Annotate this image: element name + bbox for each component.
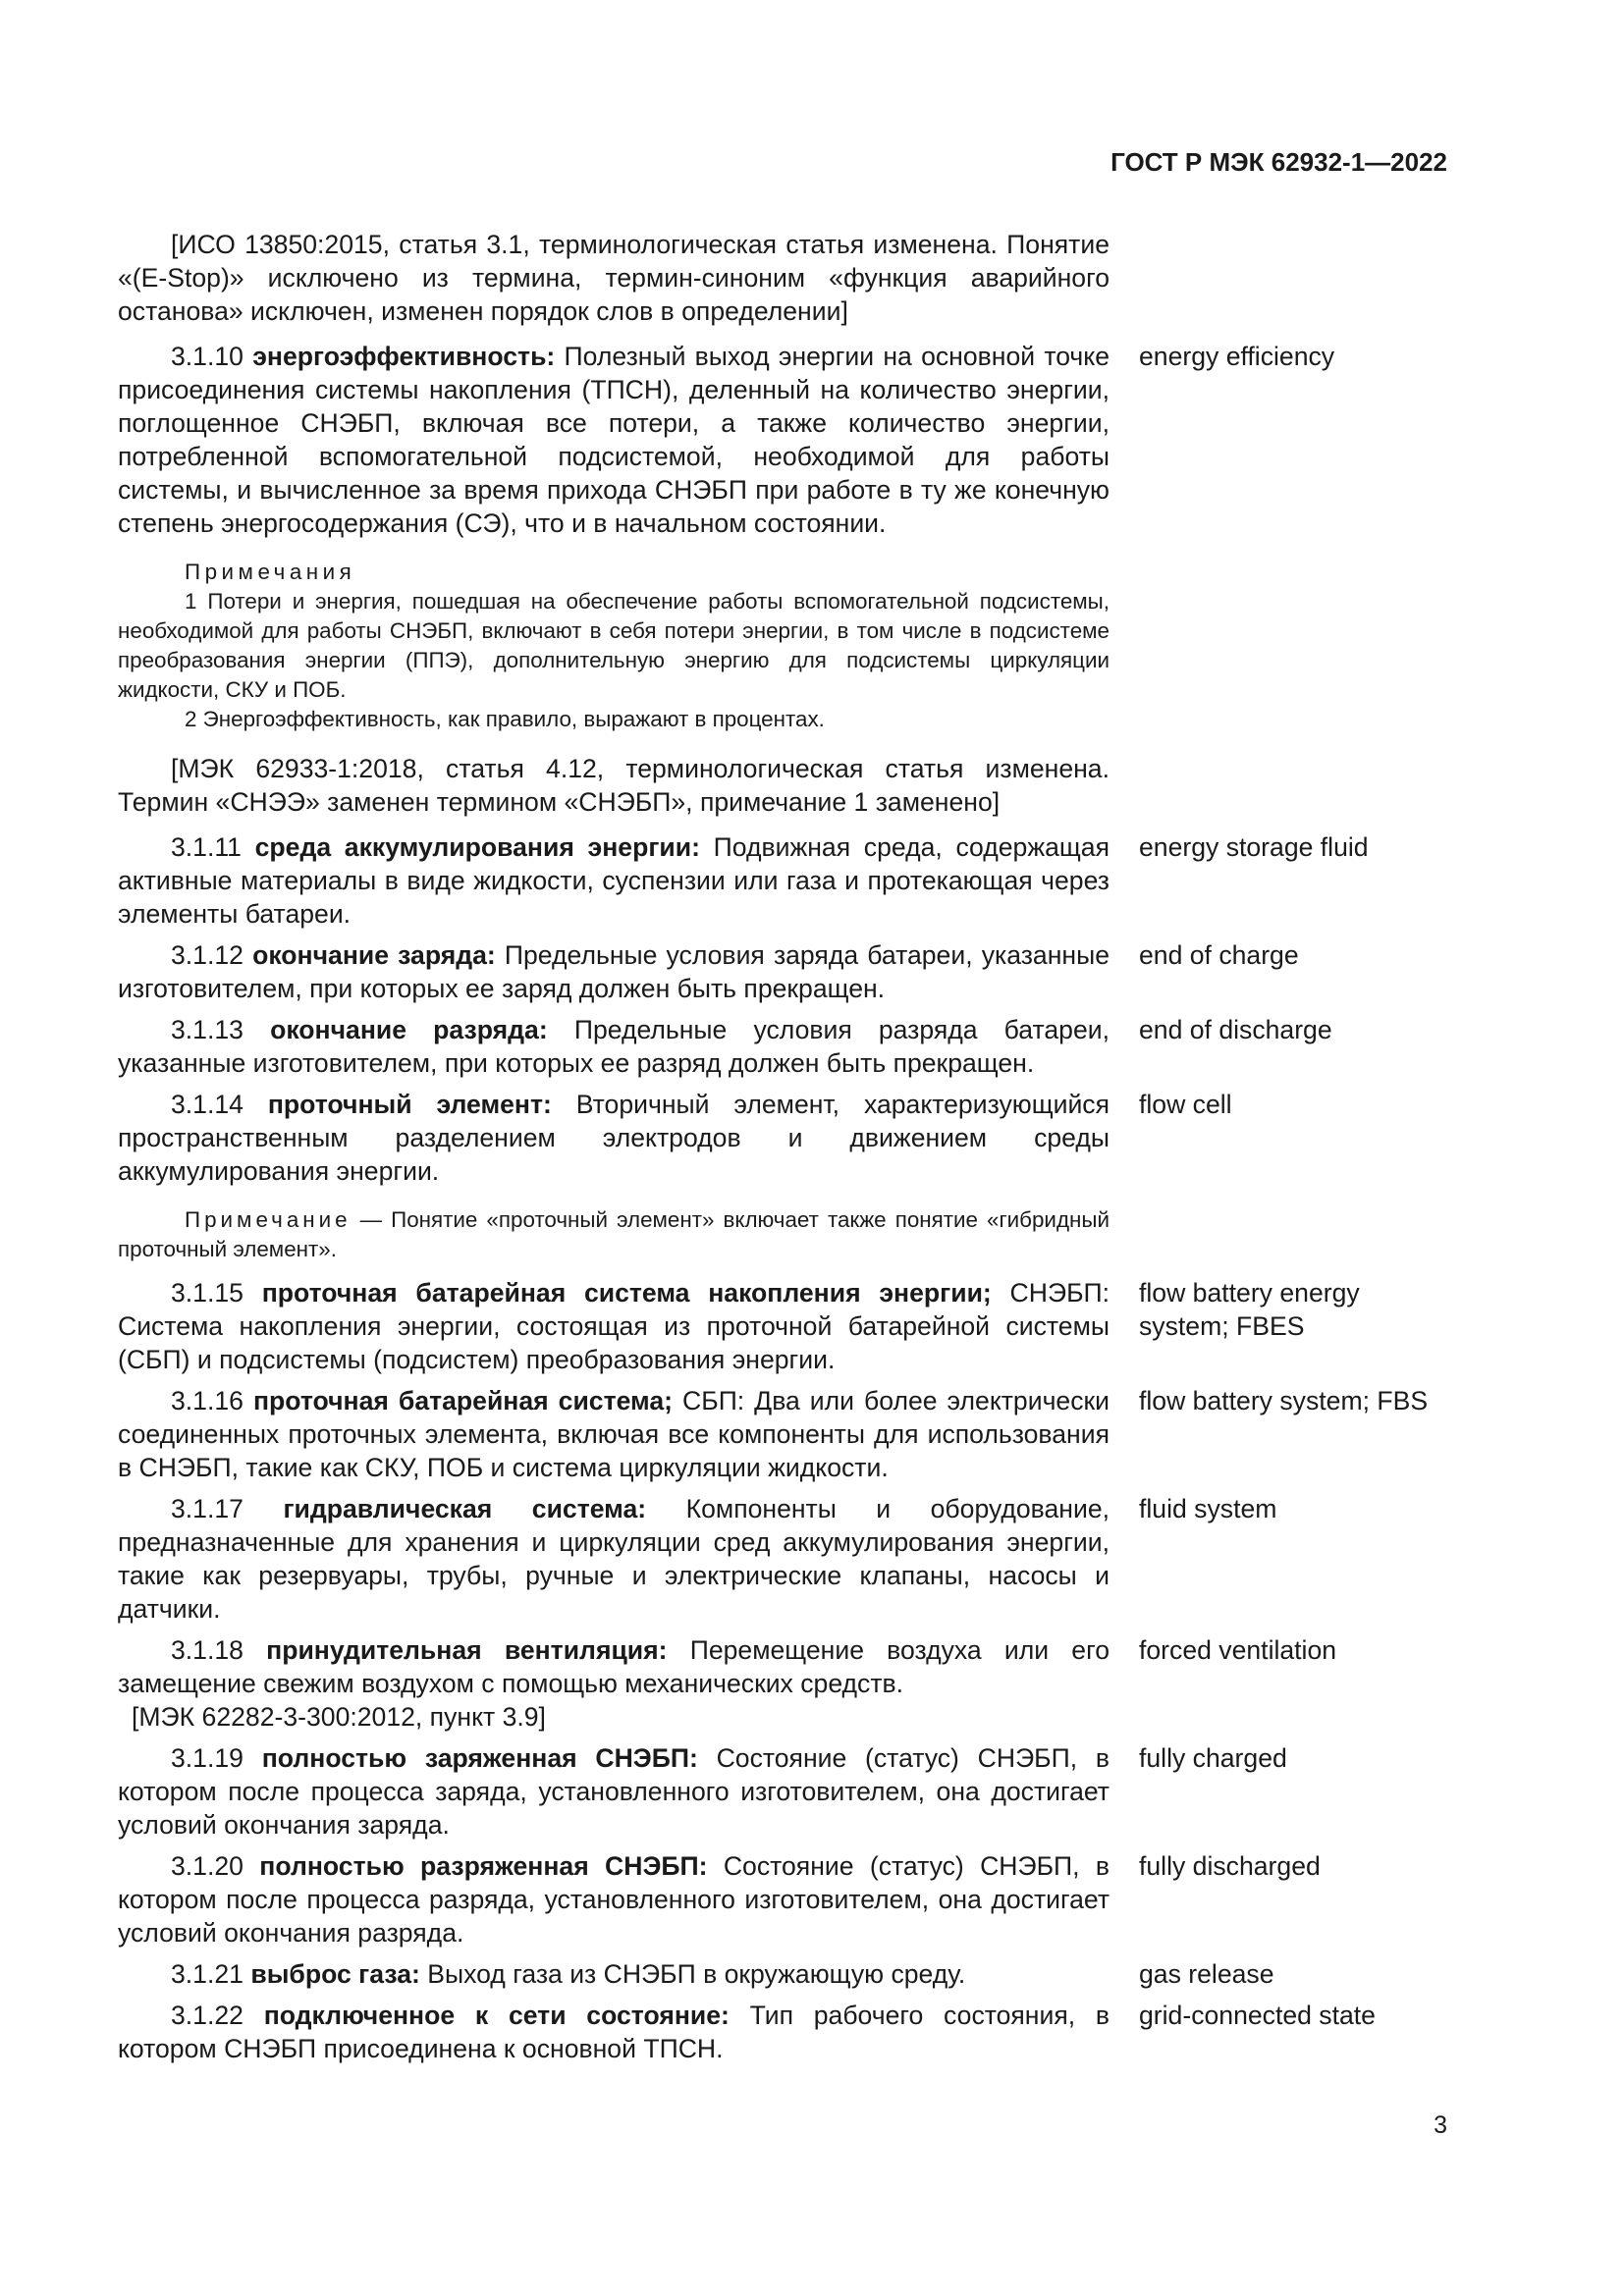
term-name: окончание разряда:	[270, 1015, 548, 1044]
term-name: принудительная вентиляция:	[266, 1635, 668, 1665]
note-label: Примечание	[185, 1207, 352, 1232]
document-header: ГОСТ Р МЭК 62932-1—2022	[1110, 147, 1447, 177]
term-name: проточная батарейная система;	[252, 1386, 674, 1415]
term-number: 3.1.15	[171, 1278, 244, 1308]
term-definition	[118, 1957, 1110, 1991]
term-number: 3.1.12	[171, 940, 244, 970]
term-english: forced ventilation	[1139, 1635, 1337, 1665]
term-definition	[118, 1088, 1110, 1188]
term-english: energy storage fluid	[1139, 832, 1369, 862]
note-2: 2 Энергоэффективность, как правило, выражают в процентах.	[185, 707, 825, 731]
term-english: end of charge	[1139, 940, 1299, 970]
term-definition	[118, 830, 1110, 931]
term-number: 3.1.13	[171, 1015, 244, 1044]
reference-text: [МЭК 62933-1:2018, статья 4.12, терминологическая статья изменена. Термин «СНЭЭ» заменен термином «СНЭБП», примечание 1 заменено]	[118, 754, 1110, 817]
term-3-1-14	[118, 1088, 1453, 1188]
term-3-1-10	[118, 340, 1453, 540]
term-english: fluid system	[1139, 1494, 1277, 1523]
term-text: Полезный выход энергии на основной точке присоединения системы накопления (ТПСН), деленный на количество энергии, поглощенное СНЭБП, включая все потери, а также количество энергии, потребленной вспомогательной подсистемой, необходимой для работы системы, и вычисленное за время прихода СНЭБП при работе в ту же конечную степень энергосодержания (СЭ), что и в начальном состоянии.	[118, 342, 1110, 538]
term-text: Предельные условия разряда батареи, указанные изготовителем, при которых ее разряд должен быть прекращен.	[118, 1015, 1110, 1078]
reference-text: [МЭК 62282-3-300:2012, пункт 3.9]	[132, 1702, 546, 1732]
term-definition	[118, 1492, 1110, 1626]
term-english: grid-connected state	[1139, 2001, 1376, 2030]
reference-3-1-10-row	[118, 752, 1453, 819]
notes-heading: Примечания	[185, 560, 356, 584]
note-3-1-14	[118, 1205, 1110, 1264]
term-3-1-11	[118, 830, 1453, 931]
term-text: Состояние (статус) СНЭБП, в котором после процесса разряда, установленного изготовителем, она достигает условий окончания разряда.	[118, 1851, 1110, 1948]
term-text: Подвижная среда, содержащая активные материалы в виде жидкости, суспензии или газа и протекающая через элементы батареи.	[118, 832, 1110, 929]
term-english: gas release	[1139, 1959, 1274, 1989]
term-3-1-20	[118, 1849, 1453, 1949]
term-number: 3.1.11	[171, 832, 242, 862]
term-english: flow battery system; FBS	[1139, 1386, 1429, 1415]
term-definition	[118, 1999, 1110, 2065]
term-text: Тип рабочего состояния, в котором СНЭБП присоединена к основной ТПСН.	[118, 2001, 1110, 2063]
term-text: Компоненты и оборудование, предназначенные для хранения и циркуляции сред аккумулирования энергии, такие как резервуары, трубы, ручные и электрические клапаны, насосы и датчики.	[118, 1494, 1110, 1624]
term-text: Выход газа из СНЭБП в окружающую среду.	[427, 1959, 966, 1989]
term-text: СНЭБП: Система накопления энергии, состоящая из проточной батарейной системы (СБП) и подсистемы (подсистем) преобразования энергии.	[118, 1278, 1110, 1374]
term-definition	[118, 1741, 1110, 1842]
term-english: flow battery energy system; FBES	[1139, 1278, 1360, 1341]
term-3-1-15	[118, 1276, 1453, 1376]
term-name: полностью заряженная СНЭБП:	[261, 1743, 698, 1773]
term-number: 3.1.14	[171, 1090, 244, 1119]
term-name: подключенное к сети состояние:	[263, 2001, 730, 2030]
term-text: Перемещение воздуха или его замещение свежим воздухом с помощью механических средств.	[118, 1635, 1110, 1698]
term-number: 3.1.10	[171, 342, 244, 371]
term-name: проточная батарейная система накопления энергии;	[261, 1278, 992, 1308]
term-text: Предельные условия заряда батареи, указанные изготовителем, при которых ее заряд должен быть прекращен.	[118, 940, 1110, 1003]
note-1: 1 Потери и энергия, пошедшая на обеспечение работы вспомогательной подсистемы, необходимой для работы СНЭБП, включают в себя потери энергии, в том числе в подсистеме преобразования энергии (ППЭ), дополнительную энергию для подсистемы циркуляции жидкости, СКУ и ПОБ.	[118, 589, 1110, 702]
term-number: 3.1.16	[171, 1386, 244, 1415]
term-definition	[118, 1013, 1110, 1080]
term-name: гидравлическая система:	[283, 1494, 647, 1523]
notes-3-1-10	[118, 558, 1110, 734]
term-3-1-18	[118, 1633, 1453, 1734]
term-number: 3.1.22	[171, 2001, 244, 2030]
term-english: flow cell	[1139, 1090, 1232, 1119]
term-3-1-13	[118, 1013, 1453, 1080]
term-definition	[118, 1633, 1110, 1700]
term-number: 3.1.20	[171, 1851, 244, 1881]
page-number: 3	[1434, 2111, 1447, 2139]
term-english: energy efficiency	[1139, 342, 1335, 371]
term-definition	[118, 340, 1110, 540]
term-name: полностью разряженная СНЭБП:	[259, 1851, 708, 1881]
term-definition	[118, 1384, 1110, 1484]
intro-reference-row	[118, 228, 1453, 328]
term-text: Состояние (статус) СНЭБП, в котором после процесса заряда, установленного изготовителем, она достигает условий окончания заряда.	[118, 1743, 1110, 1840]
term-number: 3.1.21	[171, 1959, 244, 1989]
term-english: end of discharge	[1139, 1015, 1332, 1044]
term-number: 3.1.19	[171, 1743, 244, 1773]
term-definition	[118, 1276, 1110, 1376]
term-number: 3.1.17	[171, 1494, 244, 1523]
term-text: СБП: Два или более электрически соединенных проточных элемента, включая все компоненты для использования в СНЭБП, такие как СКУ, ПОБ и система циркуляции жидкости.	[118, 1386, 1110, 1482]
term-definition	[118, 1849, 1110, 1949]
term-text: Вторичный элемент, характеризующийся пространственным разделением электродов и движением среды аккумулирования энергии.	[118, 1090, 1110, 1186]
term-name: окончание заряда:	[252, 940, 496, 970]
term-3-1-22	[118, 1999, 1453, 2065]
term-3-1-21	[118, 1957, 1453, 1991]
note-body: — Понятие «проточный элемент» включает также понятие «гибридный проточный элемент».	[118, 1207, 1110, 1261]
term-definition	[118, 938, 1110, 1005]
term-english: fully discharged	[1139, 1851, 1321, 1881]
note-text	[118, 1205, 1110, 1264]
term-english: fully charged	[1139, 1743, 1287, 1773]
term-number: 3.1.18	[171, 1635, 244, 1665]
term-name: проточный элемент:	[267, 1090, 552, 1119]
term-3-1-12	[118, 938, 1453, 1005]
term-name: выброс газа:	[250, 1959, 420, 1989]
document-body	[118, 228, 1453, 2065]
term-3-1-17	[118, 1492, 1453, 1626]
term-name: среда аккумулирования энергии:	[254, 832, 700, 862]
reference-text: [ИСО 13850:2015, статья 3.1, терминологическая статья изменена. Понятие «(E-Stop)» исключено из термина, термин-синоним «функция аварийного останова» исключен, изменен порядок слов в определении]	[118, 230, 1110, 326]
term-3-1-16	[118, 1384, 1453, 1484]
term-3-1-19	[118, 1741, 1453, 1842]
term-name: энергоэффективность:	[252, 342, 556, 371]
